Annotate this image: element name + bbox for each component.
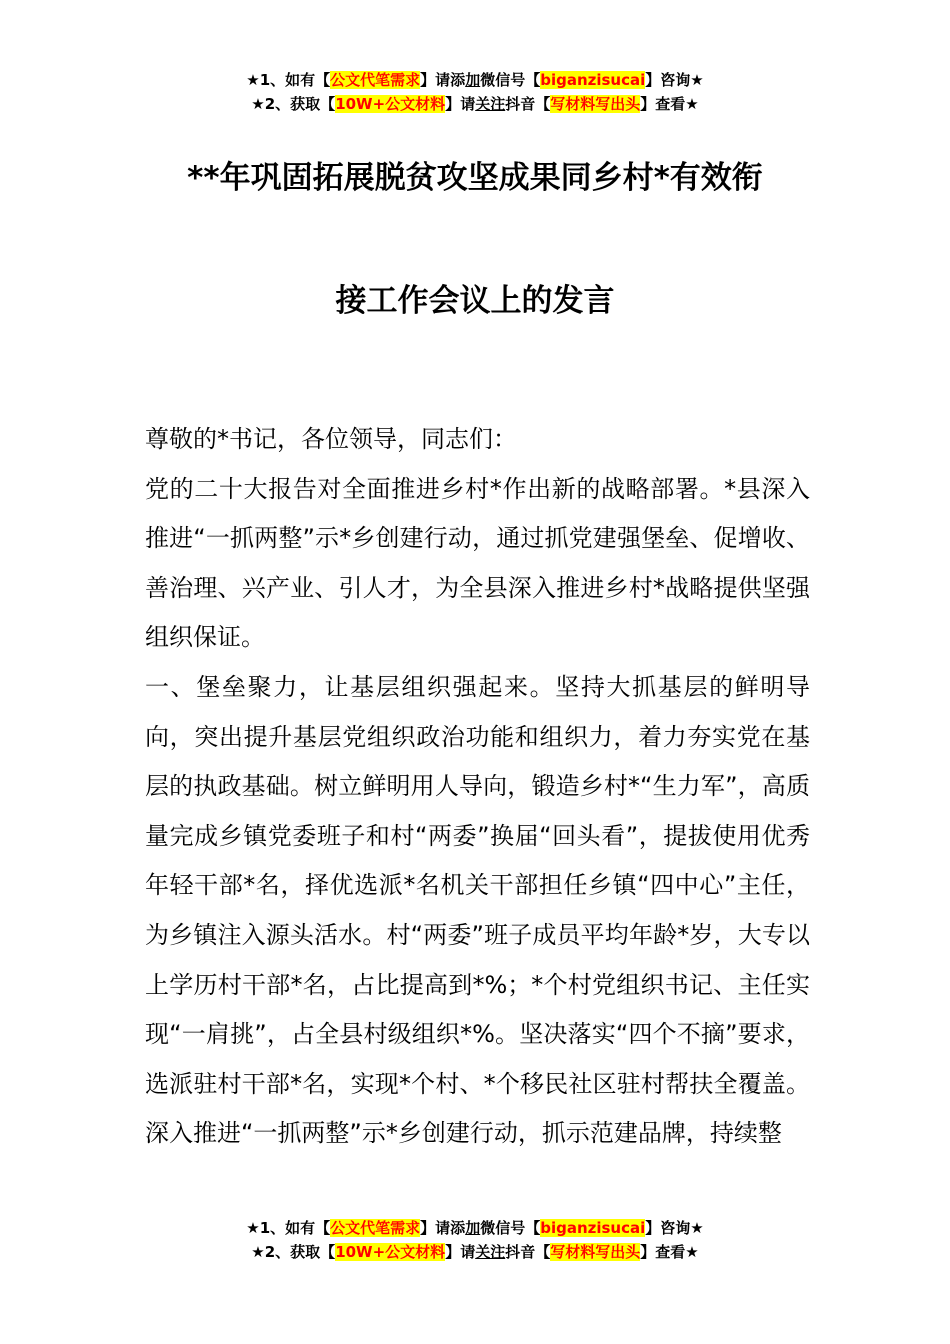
banner-line-2 bbox=[0, 92, 950, 116]
banner-text: 抖音【 bbox=[505, 95, 551, 113]
banner-text: 抖音【 bbox=[505, 1243, 551, 1261]
paragraph: 党的二十大报告对全面推进乡村*作出新的战略部署。*县深入推进“一抓两整”示*乡创建行动，通过抓党建强堡垒、促增收、善治理、兴产业、引人才，为全县深入推进乡村*战略提供坚强组织保证。 bbox=[145, 474, 810, 652]
footer-banner bbox=[0, 1216, 950, 1264]
highlight-materials: 10W+公文材料 bbox=[335, 95, 446, 113]
banner-text: 】咨询★ bbox=[645, 71, 704, 89]
banner-text: 】请 bbox=[445, 95, 476, 113]
banner-text: ★1、如有【 bbox=[246, 71, 331, 89]
banner-text: 】咨询★ bbox=[645, 1219, 704, 1237]
banner-text: 】请添 bbox=[420, 1219, 466, 1237]
banner-line-2 bbox=[0, 1240, 950, 1264]
highlight-service: 公文代笔需求 bbox=[330, 1219, 421, 1237]
banner-text: 】请添 bbox=[420, 71, 466, 89]
salutation: 尊敬的*书记，各位领导，同志们： bbox=[145, 425, 517, 453]
banner-line-1 bbox=[0, 68, 950, 92]
underlined-text: 加 bbox=[465, 1219, 481, 1237]
document-body bbox=[145, 415, 810, 1159]
highlight-materials: 10W+公文材料 bbox=[335, 1243, 446, 1261]
highlight-wechat-id: biganzisucai bbox=[540, 71, 646, 89]
banner-text: 】查看★ bbox=[640, 95, 699, 113]
banner-text: ★1、如有【 bbox=[246, 1219, 331, 1237]
header-banner bbox=[0, 68, 950, 116]
highlight-wechat-id: biganzisucai bbox=[540, 1219, 646, 1237]
underlined-text: 关注 bbox=[475, 95, 506, 113]
highlight-douyin-account: 写材料写出头 bbox=[550, 1243, 641, 1261]
banner-text: 微信号【 bbox=[480, 71, 541, 89]
banner-line-1 bbox=[0, 1216, 950, 1240]
document-title-line-1: **年巩固拓展脱贫攻坚成果同乡村*有效衔 bbox=[187, 160, 763, 196]
banner-text: 】查看★ bbox=[640, 1243, 699, 1261]
banner-text: ★2、获取【 bbox=[251, 95, 336, 113]
banner-text: 微信号【 bbox=[480, 1219, 541, 1237]
banner-text: 】请 bbox=[445, 1243, 476, 1261]
underlined-text: 关注 bbox=[475, 1243, 506, 1261]
underlined-text: 加 bbox=[465, 71, 481, 89]
document-title-line-2: 接工作会议上的发言 bbox=[335, 283, 615, 319]
banner-text: ★2、获取【 bbox=[251, 1243, 336, 1261]
highlight-douyin-account: 写材料写出头 bbox=[550, 95, 641, 113]
paragraph: 一、堡垒聚力，让基层组织强起来。坚持大抓基层的鲜明导向，突出提升基层党组织政治功能和组织力，着力夯实党在基层的执政基础。树立鲜明用人导向，锻造乡村*“生力军”，高质量完成乡镇党委班子和村“两委”换届“回头看”，提拔使用优秀年轻干部*名，择优选派*名机关干部担任乡镇“四中心”主任，为乡镇注入源头活水。村“两委”班子成员平均年龄*岁，大专以上学历村干部*名，占比提高到*%；*个村党组织书记、主任实现“一肩挑”，占全县村级组织*%。坚决落实“四个不摘”要求，选派驻村干部*名，实现*个村、*个移民社区驻村帮扶全覆盖。深入推进“一抓两整”示*乡创建行动，抓示范建品牌，持续整 bbox=[145, 672, 810, 1148]
highlight-service: 公文代笔需求 bbox=[330, 71, 421, 89]
